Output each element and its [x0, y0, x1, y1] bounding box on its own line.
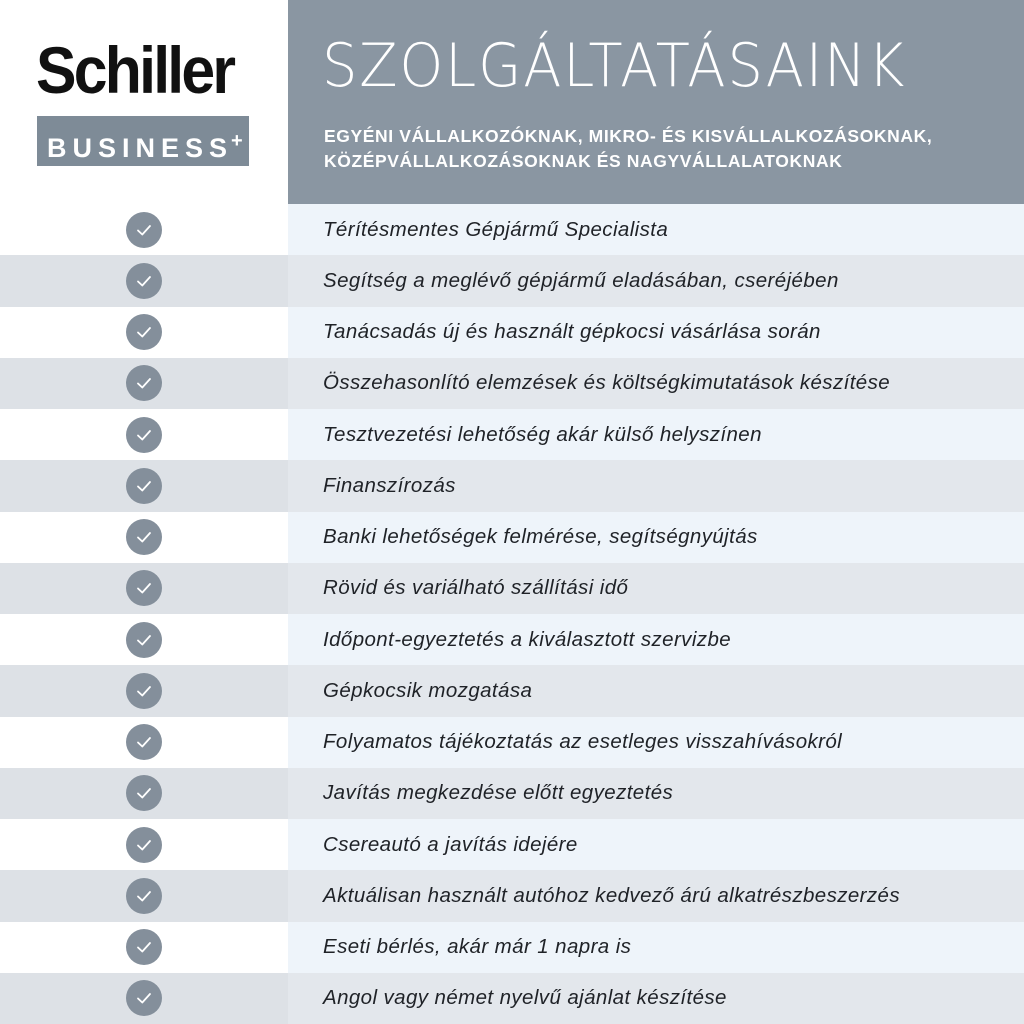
service-row [0, 922, 1024, 973]
check-cell [0, 665, 288, 716]
check-cell [0, 819, 288, 870]
check-cell [0, 922, 288, 973]
check-circle-icon [126, 212, 162, 248]
check-cell [0, 512, 288, 563]
check-circle-icon [126, 622, 162, 658]
page-title: SZOLGÁLTATÁSAINK [322, 31, 907, 101]
check-cell [0, 409, 288, 460]
service-row [0, 255, 1024, 306]
service-label: Banki lehetőségek felmérése, segítségnyújtás [288, 512, 1024, 563]
service-row [0, 563, 1024, 614]
service-list [0, 204, 1024, 1024]
subtitle-line-1: EGYÉNI VÁLLALKOZÓKNAK, MIKRO- ÉS KISVÁLLALKOZÁSOKNAK, [324, 126, 933, 146]
service-row [0, 717, 1024, 768]
service-label: Rövid és variálható szállítási idő [288, 563, 1024, 614]
service-label: Folyamatos tájékoztatás az esetleges visszahívásokról [288, 717, 1024, 768]
check-cell [0, 717, 288, 768]
service-row [0, 307, 1024, 358]
service-label: Időpont-egyeztetés a kiválasztott szervizbe [288, 614, 1024, 665]
service-row [0, 768, 1024, 819]
service-row [0, 870, 1024, 921]
check-cell [0, 204, 288, 255]
check-circle-icon [126, 775, 162, 811]
service-label: Összehasonlító elemzések és költségkimutatások készítése [288, 358, 1024, 409]
service-label: Javítás megkezdése előtt egyeztetés [288, 768, 1024, 819]
check-circle-icon [126, 519, 162, 555]
check-cell [0, 460, 288, 511]
check-circle-icon [126, 417, 162, 453]
service-row [0, 204, 1024, 255]
service-row [0, 460, 1024, 511]
service-label: Angol vagy német nyelvű ajánlat készítése [288, 973, 1024, 1024]
check-cell [0, 614, 288, 665]
logo-badge-text: BUSINESS [47, 133, 234, 163]
title-panel [288, 0, 1024, 204]
service-label: Finanszírozás [288, 460, 1024, 511]
logo-badge [37, 116, 249, 166]
check-cell [0, 307, 288, 358]
service-row [0, 973, 1024, 1024]
service-row [0, 358, 1024, 409]
check-circle-icon [126, 468, 162, 504]
service-label: Tesztvezetési lehetőség akár külső helyszínen [288, 409, 1024, 460]
check-cell [0, 768, 288, 819]
check-circle-icon [126, 827, 162, 863]
check-cell [0, 870, 288, 921]
service-label: Térítésmentes Gépjármű Specialista [288, 204, 1024, 255]
check-circle-icon [126, 314, 162, 350]
service-label: Aktuálisan használt autóhoz kedvező árú alkatrészbeszerzés [288, 870, 1024, 921]
check-circle-icon [126, 673, 162, 709]
logo-badge-plus: + [231, 130, 243, 152]
service-label: Tanácsadás új és használt gépkocsi vásárlása során [288, 307, 1024, 358]
check-circle-icon [126, 878, 162, 914]
service-row [0, 409, 1024, 460]
service-row [0, 614, 1024, 665]
service-row [0, 819, 1024, 870]
logo-name: Schiller [36, 33, 234, 107]
page-subtitle [324, 124, 1024, 174]
check-circle-icon [126, 570, 162, 606]
service-row [0, 665, 1024, 716]
check-circle-icon [126, 724, 162, 760]
check-circle-icon [126, 263, 162, 299]
check-cell [0, 255, 288, 306]
check-cell [0, 358, 288, 409]
check-cell [0, 563, 288, 614]
check-circle-icon [126, 365, 162, 401]
check-cell [0, 973, 288, 1024]
header [0, 0, 1024, 204]
service-label: Segítség a meglévő gépjármű eladásában, cseréjében [288, 255, 1024, 306]
check-circle-icon [126, 929, 162, 965]
check-circle-icon [126, 980, 162, 1016]
service-label: Gépkocsik mozgatása [288, 665, 1024, 716]
service-label: Eseti bérlés, akár már 1 napra is [288, 922, 1024, 973]
service-label: Csereautó a javítás idejére [288, 819, 1024, 870]
logo [0, 0, 288, 204]
subtitle-line-2: KÖZÉPVÁLLALKOZÁSOKNAK ÉS NAGYVÁLLALATOKNAK [324, 151, 843, 171]
service-row [0, 512, 1024, 563]
